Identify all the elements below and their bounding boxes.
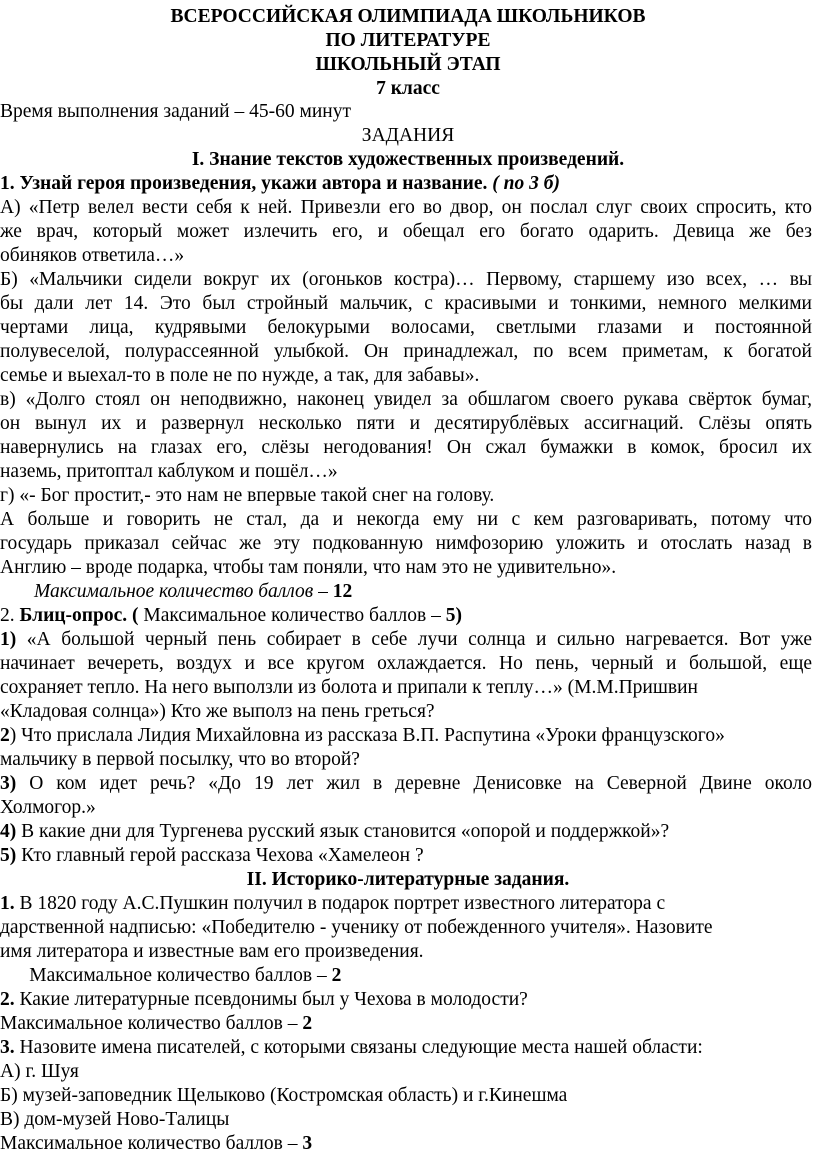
task1-g-line: А больше и говорить не стал, да и некогда ему ни с кем разговаривать, потому что	[0, 509, 812, 530]
s2-task2-max-points: Максимальное количество баллов – 2	[0, 1013, 313, 1034]
s2-task1-max-points: Максимальное количество баллов – 2	[0, 965, 342, 986]
task1-b-line: чертами лица, кудрявыми белокурыми волосами, светлыми глазами и постоянной	[0, 317, 812, 338]
task2-title: 2. Блиц-опрос. ( Максимальное количество баллов – 5)	[0, 605, 462, 626]
task1-v-line: наземь, притоптал каблуком и пошёл…»	[0, 461, 338, 482]
grade-label: 7 класс	[376, 78, 440, 99]
task2-q1-line: 1) «А большой черный пень собирает в себе лучи солнца и сильно нагревается. Вот уже	[0, 629, 812, 650]
task1-a-line: обиняков ответила…»	[0, 245, 185, 266]
task1-b-line: полувеселой, полурассеянной улыбкой. Он принадлежал, по всем приметам, к богатой	[0, 341, 812, 362]
s2-task1-line: имя литератора и известные вам его произведения.	[0, 941, 424, 962]
task2-q1-line: сохраняет тепло. На него выползли из болота и припали к теплу…» (М.М.Пришвин	[0, 677, 698, 698]
s2-task3-item-b: Б) музей-заповедник Щелыково (Костромская область) и г.Кинешма	[0, 1085, 568, 1106]
task1-g-line: г) «- Бог простит,- это нам не впервые такой снег на голову.	[0, 485, 495, 506]
s2-task1-line: дарственной надписью: «Победителю - ученику от побежденного учителя». Назовите	[0, 917, 713, 938]
task2-q4: 4) В какие дни для Тургенева русский язык становится «опорой и поддержкой»?	[0, 821, 670, 842]
task1-g-line: государь приказал сейчас же эту подкованную нимфозорию уложить и отослать назад в	[0, 533, 812, 554]
task1-v-line: он вынул их и развернул несколько пяти и десятирублёвых ассигнаций. Слёзы опять	[0, 413, 812, 434]
task2-q3-line: Холмогор.»	[0, 797, 96, 818]
section1-heading: I. Знание текстов художественных произведений.	[191, 149, 625, 170]
task1-max-points: Максимальное количество баллов – 12	[34, 581, 353, 602]
task1-a-line: А) «Петр велел вести себя к ней. Привезли его во двор, он послал слуг своих спросить, кто	[0, 197, 812, 218]
time-limit: Время выполнения заданий – 45-60 минут	[0, 101, 351, 122]
task2-q1-line: начинает вечереть, воздух и все кругом охлаждается. Но пень, черный и большой, еще	[0, 653, 812, 674]
s2-task3-max-points: Максимальное количество баллов – 3	[0, 1133, 313, 1154]
s2-task3-item-a: А) г. Шуя	[0, 1061, 79, 1082]
task1-title: 1. Узнай героя произведения, укажи автора и название. ( по 3 б)	[0, 173, 560, 194]
task1-g-line: Англию – вроде подарка, чтобы там поняли, что нам это не удивительно».	[0, 557, 617, 578]
title-line-2: ПО ЛИТЕРАТУРЕ	[325, 30, 491, 51]
task1-a-line: же врач, который может излечить его, и обещал его богато одарить. Девица же без	[0, 221, 812, 242]
tasks-heading: ЗАДАНИЯ	[361, 125, 455, 146]
task2-q2-line: 2) Что прислала Лидия Михайловна из рассказа В.П. Распутина «Уроки французского»	[0, 725, 725, 746]
task2-q5: 5) Кто главный герой рассказа Чехова «Хамелеон ?	[0, 845, 424, 866]
title-line-3: ШКОЛЬНЫЙ ЭТАП	[315, 54, 501, 75]
title-line-1: ВСЕРОССИЙСКАЯ ОЛИМПИАДА ШКОЛЬНИКОВ	[170, 6, 646, 27]
task1-v-line: навернулись на глазах его, слёзы негодования! Он сжал бумажки в комок, бросил их	[0, 437, 812, 458]
task1-b-line: семье и выехал-то в поле не по нужде, а так, для забавы».	[0, 365, 480, 386]
task2-q1-line: «Кладовая солнца») Кто же выполз на пень греться?	[0, 701, 435, 722]
task2-q3-line: 3) О ком идет речь? «До 19 лет жил в деревне Денисовке на Северной Двине около	[0, 773, 812, 794]
task1-b-line: Б) «Мальчики сидели вокруг их (огоньков костра)… Первому, старшему изо всех, … вы	[0, 269, 812, 290]
task1-v-line: в) «Долго стоял он неподвижно, наконец увидел за обшлагом своего рукава свёрток бумаг,	[0, 389, 812, 410]
s2-task3: 3. Назовите имена писателей, с которыми связаны следующие места нашей области:	[0, 1037, 703, 1058]
s2-task1-line: 1. В 1820 году А.С.Пушкин получил в подарок портрет известного литератора с	[0, 893, 666, 914]
s2-task3-item-c: В) дом-музей Ново-Талицы	[0, 1109, 230, 1130]
section2-heading: II. Историко-литературные задания.	[246, 869, 570, 890]
task2-q2-line: мальчику в первой посылку, что во второй?	[0, 749, 360, 770]
task1-b-line: бы дали лет 14. Это был стройный мальчик, с красивыми и тонкими, немного мелкими	[0, 293, 812, 314]
s2-task2: 2. Какие литературные псевдонимы был у Чехова в молодости?	[0, 989, 528, 1010]
